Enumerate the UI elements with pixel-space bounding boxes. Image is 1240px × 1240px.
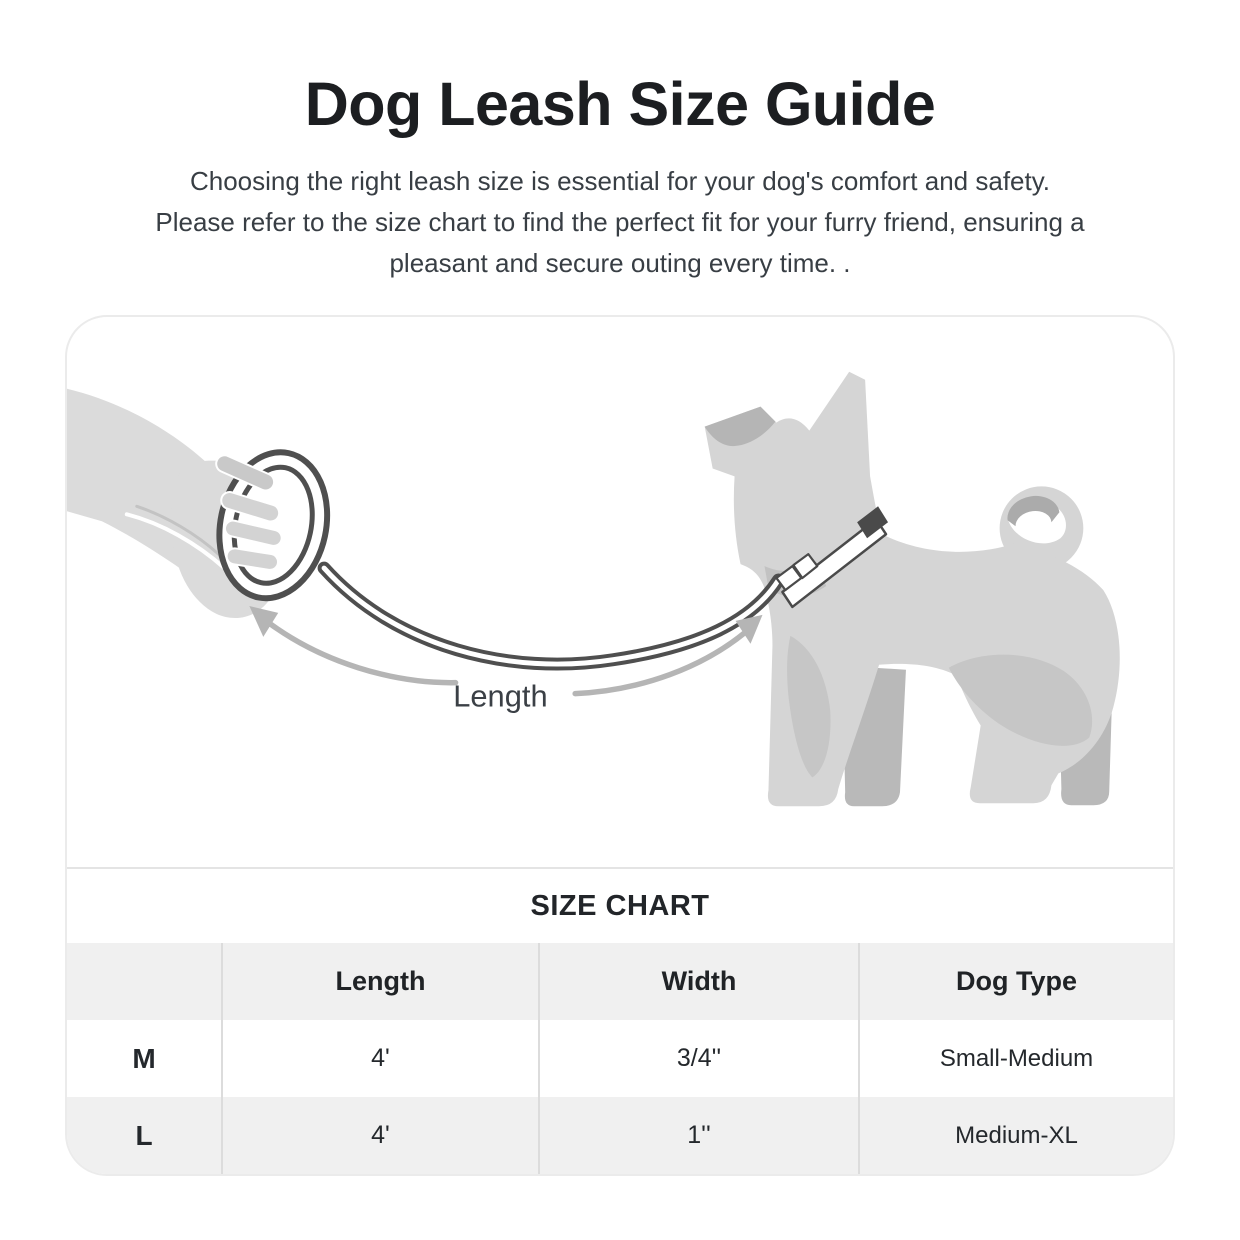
table-row-m bbox=[67, 1020, 1173, 1097]
size-guide-card bbox=[65, 315, 1175, 1176]
table-row-l bbox=[67, 1097, 1173, 1174]
size-m-label: M bbox=[132, 1042, 156, 1074]
page-subtitle bbox=[0, 161, 1240, 284]
size-l-width: 1'' bbox=[538, 1097, 858, 1174]
size-l-length: 4' bbox=[221, 1097, 538, 1174]
column-header-length: Length bbox=[221, 943, 538, 1020]
table-header-row bbox=[67, 943, 1173, 1020]
subtitle-line-3: pleasant and secure outing every time. . bbox=[389, 248, 851, 279]
leash-line bbox=[324, 568, 778, 664]
column-header-width: Width bbox=[538, 943, 858, 1020]
size-chart-title: SIZE CHART bbox=[67, 867, 1173, 943]
length-label: Length bbox=[453, 678, 548, 714]
leash-illustration bbox=[67, 317, 1173, 867]
subtitle-line-2: Please refer to the size chart to find the perfect fit for your furry friend, ensuring a bbox=[155, 207, 1085, 238]
page-title: Dog Leash Size Guide bbox=[304, 70, 936, 138]
size-l-dog-type: Medium-XL bbox=[858, 1097, 1173, 1174]
page-header bbox=[0, 70, 1240, 284]
size-m-width: 3/4'' bbox=[538, 1020, 858, 1097]
column-header-size bbox=[67, 943, 221, 1020]
size-l-label: L bbox=[135, 1119, 153, 1151]
size-m-dog-type: Small-Medium bbox=[858, 1020, 1173, 1097]
subtitle-line-1: Choosing the right leash size is essential for your dog's comfort and safety. bbox=[189, 166, 1051, 197]
column-header-dog-type: Dog Type bbox=[858, 943, 1173, 1020]
leash-dog-drawing bbox=[67, 317, 1173, 867]
size-m-length: 4' bbox=[221, 1020, 538, 1097]
